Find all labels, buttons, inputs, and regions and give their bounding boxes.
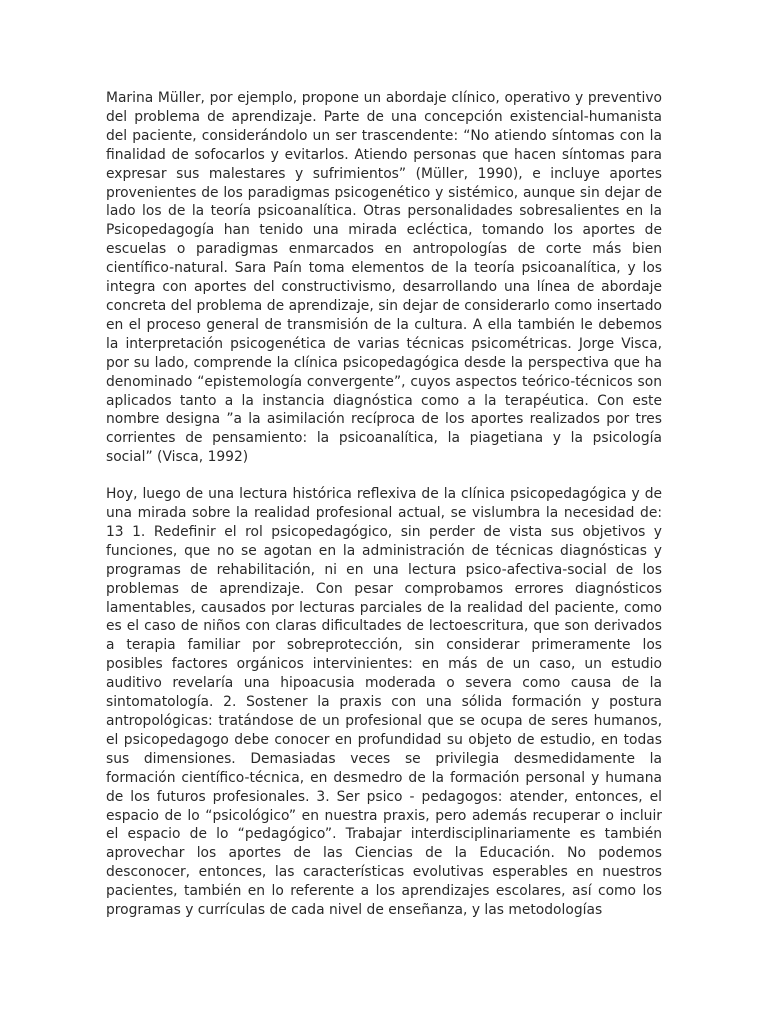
- document-page: [106, 89, 662, 920]
- paragraph-redefinir-rol: Hoy, luego de una lectura histórica reflexiva de la clínica psicopedagógica y de una mirada sobre la realidad profesional actual, se vislumbra la necesidad de: 13 1. Redefinir el rol psicopedagógico, sin perder de vista sus objetivos y funciones, que no se agotan en la administración de técnicas diagnósticas y programas de rehabilitación, ni en una lectura psico-afectiva-social de los problemas de aprendizaje. Con pesar comprobamos errores diagnósticos lamentables, causados por lecturas parciales de la realidad del paciente, como es el caso de niños con claras dificultades de lectoescritura, que son derivados a terapia familiar por sobreprotección, sin considerar primeramente los posibles factores orgánicos intervinientes: en más de un caso, un estudio auditivo revelaría una hipoacusia moderada o severa como causa de la sintomatología. 2. Sostener la praxis con una sólida formación y postura antropológicas: tratándose de un profesional que se ocupa de seres humanos, el psicopedagogo debe conocer en profundidad su objeto de estudio, en todas sus dimensiones. Demasiadas veces se privilegia desmedidamente la formación científico-técnica, en desmedro de la formación personal y humana de los futuros profesionales. 3. Ser psico - pedagogos: atender, entonces, el espacio de lo “psicológico” en nuestra praxis, pero además recuperar o incluir el espacio de lo “pedagógico”. Trabajar interdisciplinariamente es también aprovechar los aportes de las Ciencias de la Educación. No podemos desconocer, entonces, las características evolutivas esperables en nuestros pacientes, también en lo referente a los aprendizajes escolares, así como los programas y currículas de cada nivel de enseñanza, y las metodologías: [106, 486, 662, 919]
- paragraph-muller-pain-visca: Marina Müller, por ejemplo, propone un abordaje clínico, operativo y preventivo del problema de aprendizaje. Parte de una concepción existencial-humanista del paciente, considerándolo un ser trascendente: “No atiendo síntomas con la finalidad de sofocarlos y evitarlos. Atiendo personas que hacen síntomas para expresar sus malestares y sufrimientos” (Müller, 1990), e incluye aportes provenientes de los paradigmas psicogenético y sistémico, aunque sin dejar de lado los de la teoría psicoanalítica. Otras personalidades sobresalientes en la Psicopedagogía han tenido una mirada ecléctica, tomando los aportes de escuelas o paradigmas enmarcados en antropologías de corte más bien científico-natural. Sara Paín toma elementos de la teoría psicoanalítica, y los integra con aportes del constructivismo, desarrollando una línea de abordaje concreta del problema de aprendizaje, sin dejar de considerarlo como insertado en el proceso general de transmisión de la cultura. A ella también le debemos la interpretación psicogenética de varias técnicas psicométricas. Jorge Visca, por su lado, comprende la clínica psicopedagógica desde la perspectiva que ha denominado “epistemología convergente”, cuyos aspectos teórico-técnicos son aplicados tanto a la instancia diagnóstica como a la terapéutica. Con este nombre designa ”a la asimilación recíproca de los aportes realizados por tres corrientes de pensamiento: la psicoanalítica, la piagetiana y la psicología social” (Visca, 1992): [106, 90, 662, 466]
